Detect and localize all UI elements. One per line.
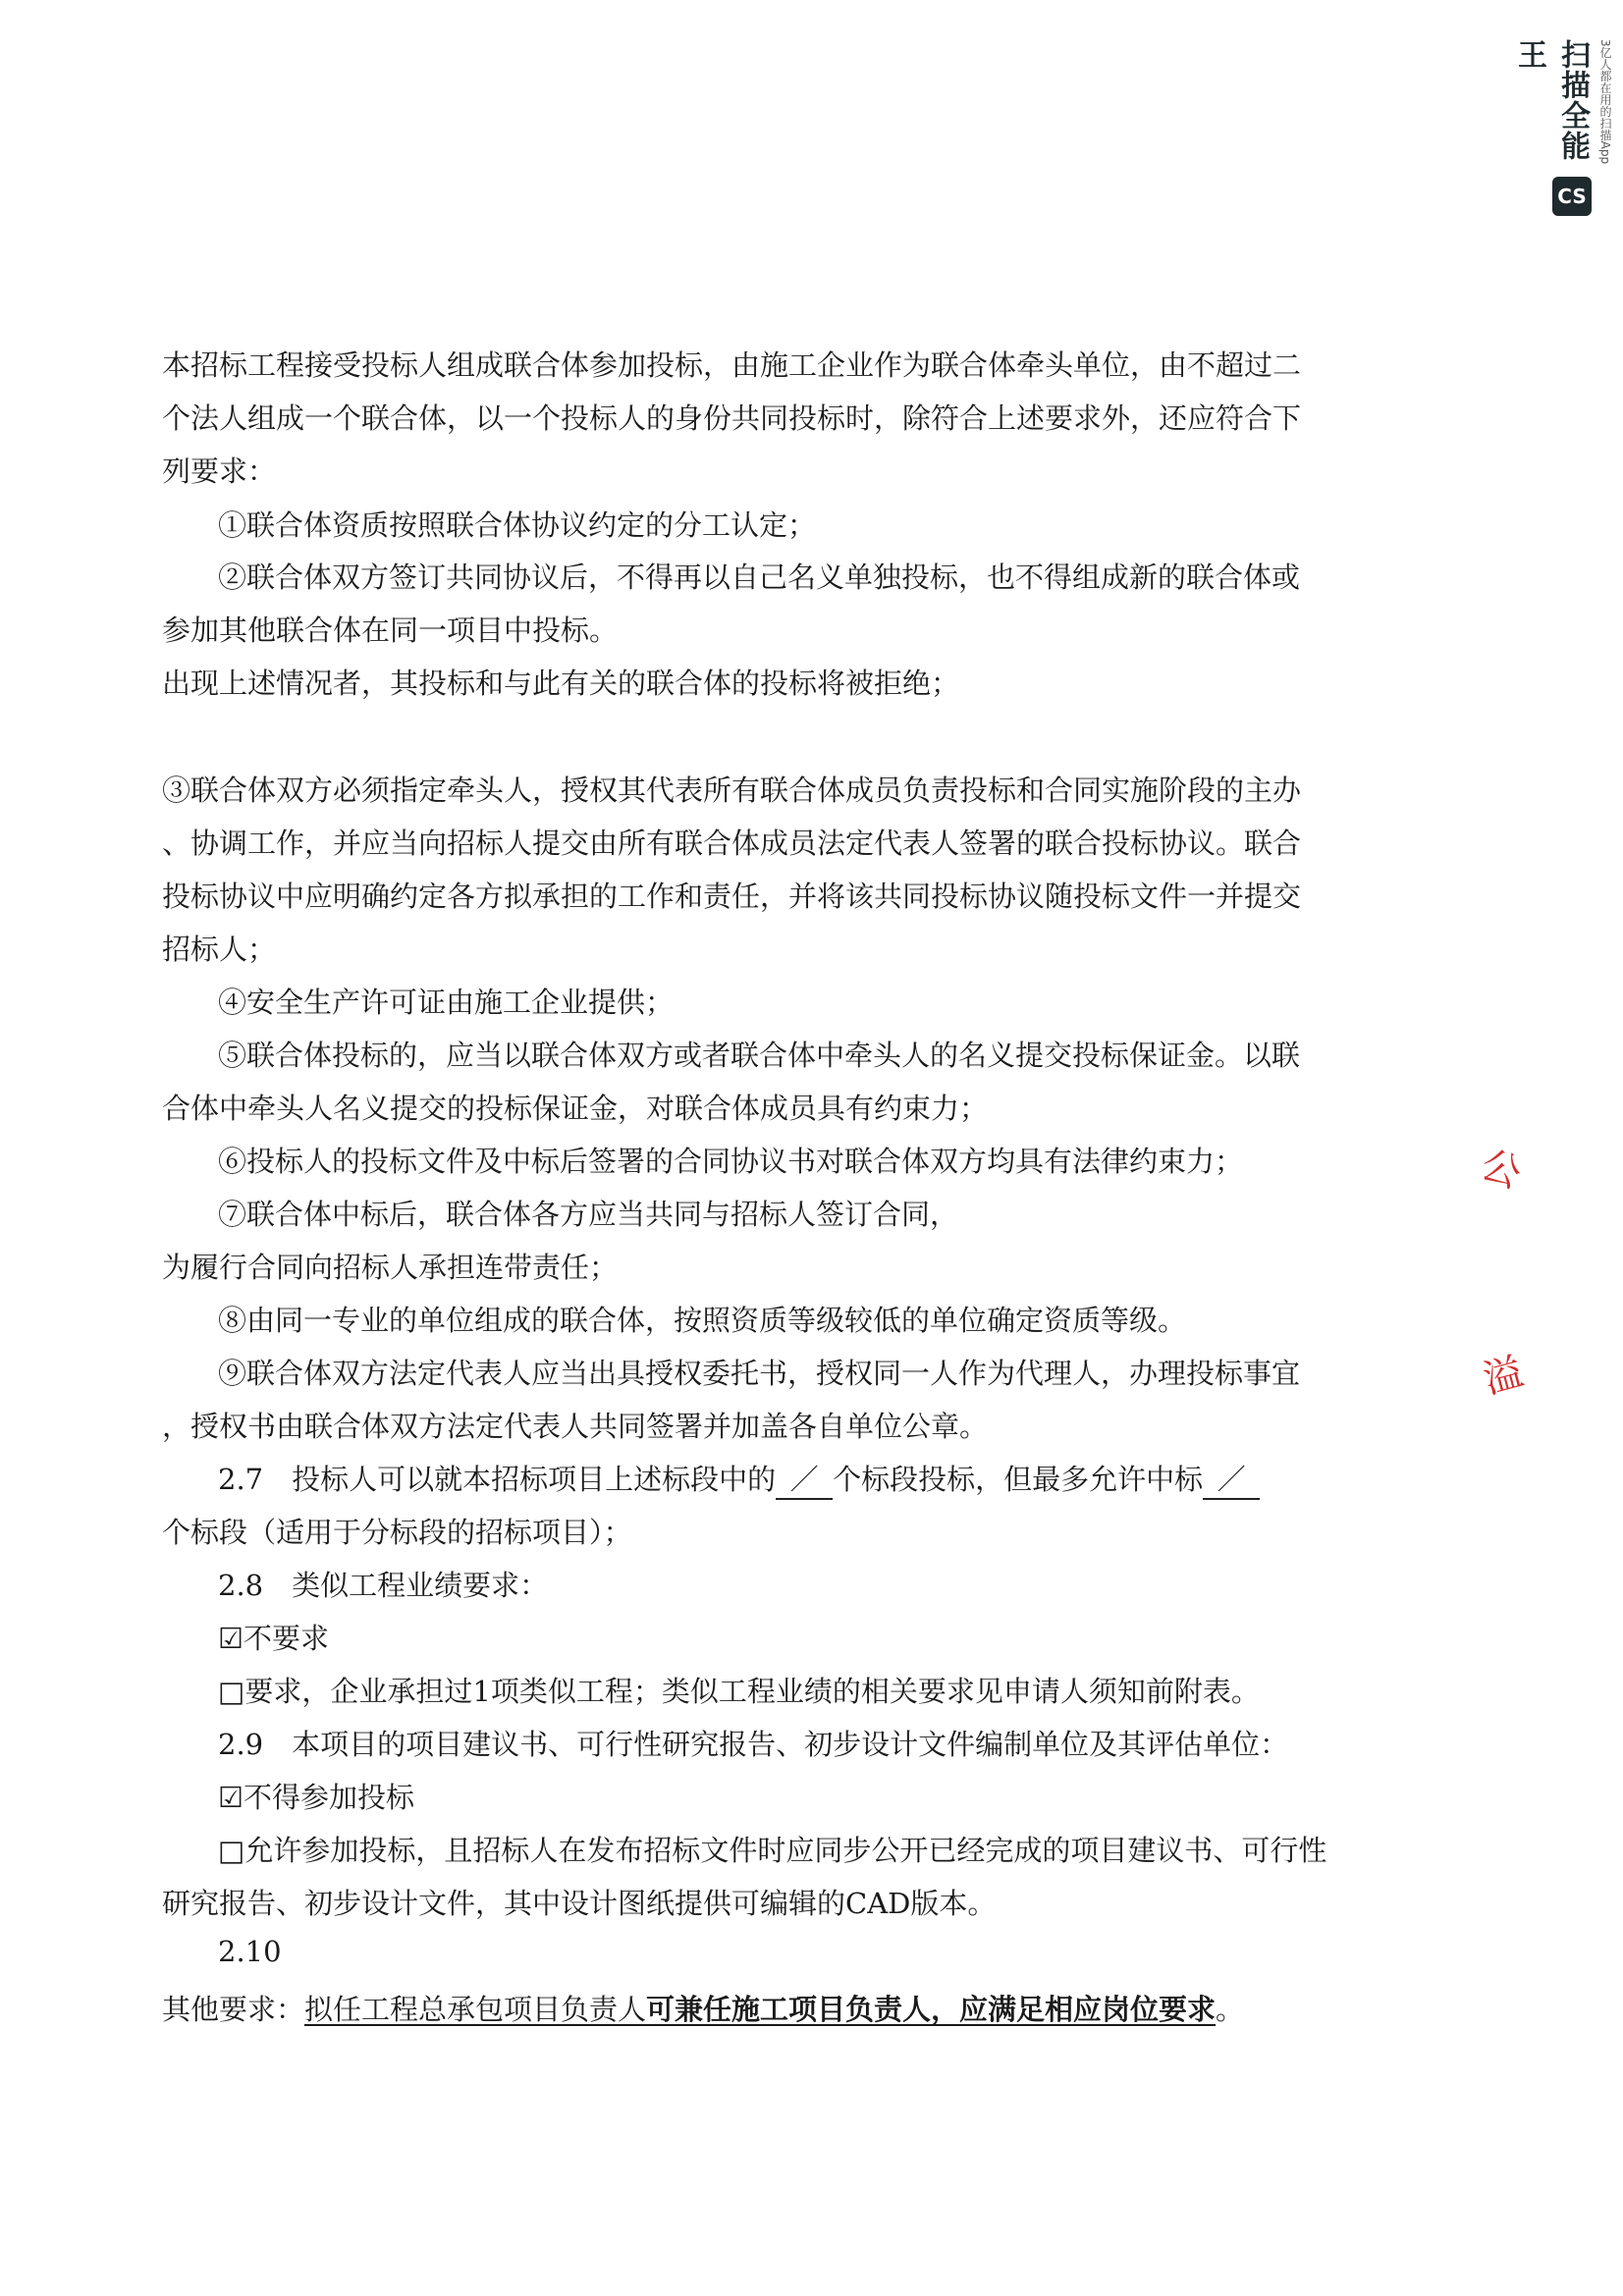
- stamp-char: 公: [1475, 1142, 1528, 1199]
- other-requirements-text: 拟任工程总承包项目负责人: [304, 1993, 647, 2026]
- list-item: ⑧由同一专业的单位组成的联合体，按照资质等级较低的单位确定资质等级。: [218, 1304, 1187, 1337]
- other-requirements-end: 。: [1216, 1993, 1245, 2026]
- list-item: 招标人；: [162, 933, 277, 966]
- other-requirements-emphasis: 可兼任施工项目负责人，应满足相应岗位要求: [646, 1993, 1217, 2026]
- checkbox-option-checked: ☑不得参加投标: [218, 1781, 414, 1814]
- section-2-8: 2.8 类似工程业绩要求：: [218, 1569, 549, 1602]
- list-item: 参加其他联合体在同一项目中投标。: [162, 614, 619, 647]
- section-2-7-text: 2.7 投标人可以就本招标项目上述标段中的: [218, 1463, 777, 1496]
- scanner-watermark: [1512, 29, 1623, 236]
- list-item: ⑤联合体投标的，应当以联合体双方或者联合体中牵头人的名义提交投标保证金。以联: [218, 1039, 1301, 1072]
- section-2-9: 2.9 本项目的项目建议书、可行性研究报告、初步设计文件编制单位及其评估单位：: [218, 1728, 1289, 1761]
- note-line: 出现上述情况者，其投标和与此有关的联合体的投标将被拒绝；: [162, 667, 960, 700]
- checkbox-option-checked: ☑不要求: [218, 1622, 329, 1655]
- list-item: ⑨联合体双方法定代表人应当出具授权委托书，授权同一人作为代理人，办理投标事宜: [218, 1357, 1301, 1390]
- checkbox-option: □允许参加投标，且招标人在发布招标文件时应同步公开已经完成的项目建议书、可行性: [218, 1834, 1327, 1867]
- other-requirements-label: 其他要求：: [162, 1993, 305, 2026]
- watermark-title: 扫描全能王: [1512, 39, 1590, 161]
- watermark-subtitle: 3亿人都在用的扫描App: [1598, 39, 1612, 165]
- list-item: ，授权书由联合体双方法定代表人共同签署并加盖各自单位公章。: [162, 1410, 989, 1443]
- section-2-10: 2.10: [218, 1935, 282, 1968]
- paragraph-line: 本招标工程接受投标人组成联合体参加投标，由施工企业作为联合体牵头单位，由不超过二: [162, 348, 1302, 382]
- list-item: 、协调工作，并应当向招标人提交由所有联合体成员法定代表人签署的联合投标协议。联合: [162, 827, 1302, 860]
- paragraph-line: 个法人组成一个联合体，以一个投标人的身份共同投标时，除符合上述要求外，还应符合下: [162, 401, 1302, 435]
- list-item: ②联合体双方签订共同协议后，不得再以自己名义单独投标，也不得组成新的联合体或: [218, 561, 1301, 594]
- red-seal-stamp: [1473, 1139, 1542, 1433]
- list-item: ④安全生产许可证由施工企业提供；: [218, 986, 675, 1019]
- stamp-char: 溢: [1478, 1349, 1529, 1404]
- list-item: ③联合体双方必须指定牵头人，授权其代表所有联合体成员负责投标和合同实施阶段的主办: [162, 774, 1302, 807]
- section-2-7-text: 个标段投标，但最多允许中标: [833, 1463, 1204, 1496]
- list-item: ⑥投标人的投标文件及中标后签署的合同协议书对联合体双方均具有法律约束力；: [218, 1145, 1244, 1178]
- section-2-7: [218, 1458, 1260, 1500]
- list-item: 合体中牵头人名义提交的投标保证金，对联合体成员具有约束力；: [162, 1092, 989, 1125]
- list-item: ⑦联合体中标后，联合体各方应当共同与招标人签订合同，: [218, 1198, 959, 1231]
- other-requirements: [162, 1988, 1244, 2028]
- blank-field: ／: [776, 1458, 833, 1500]
- checkbox-option: 研究报告、初步设计文件，其中设计图纸提供可编辑的CAD版本。: [162, 1887, 997, 1920]
- blank-field: ／: [1203, 1458, 1260, 1500]
- paragraph-line: 列要求：: [162, 454, 277, 488]
- section-2-7-cont: 个标段（适用于分标段的招标项目）；: [162, 1516, 632, 1549]
- checkbox-option: □要求，企业承担过1项类似工程；类似工程业绩的相关要求见申请人须知前附表。: [218, 1675, 1260, 1708]
- list-item: ①联合体资质按照联合体协议约定的分工认定；: [218, 508, 817, 542]
- list-item: 为履行合同向招标人承担连带责任；: [162, 1251, 619, 1284]
- camscanner-logo-icon: CS: [1552, 177, 1592, 216]
- list-item: 投标协议中应明确约定各方拟承担的工作和责任，并将该共同投标协议随投标文件一并提交: [162, 880, 1302, 913]
